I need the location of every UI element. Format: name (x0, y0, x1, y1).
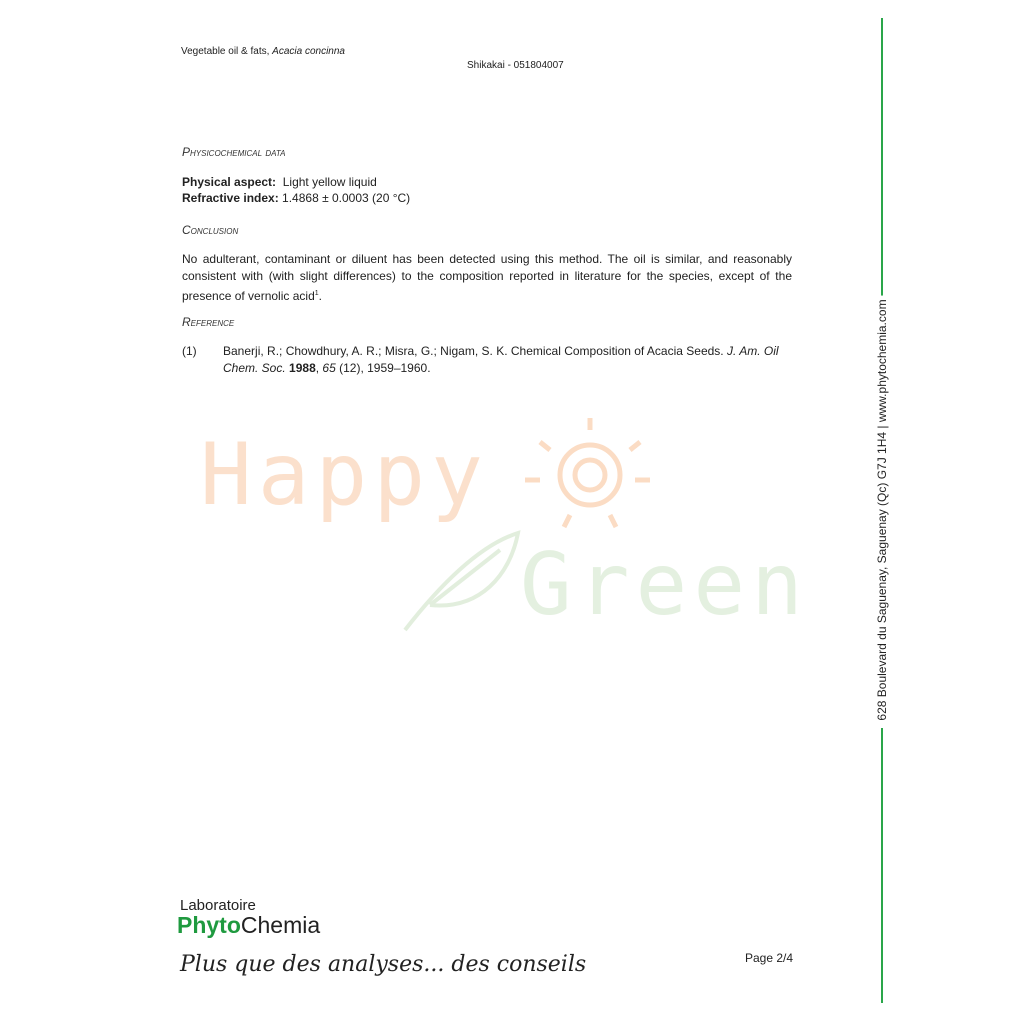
leaf-watermark-icon (400, 525, 525, 635)
footer-lab-label: Laboratoire (180, 897, 256, 914)
sidebar-line-bottom (881, 728, 883, 1003)
page-number: Page 2/4 (745, 951, 794, 965)
section-title-conclusion: Conclusion (182, 223, 239, 237)
phytochemia-logo: PhytoChemia (177, 912, 321, 938)
physical-aspect: Physical aspect: Light yellow liquid (182, 175, 377, 189)
section-title-physicochemical: Physicochemical data (182, 145, 286, 159)
refractive-index: Refractive index: 1.4868 ± 0.0003 (20 °C) (182, 191, 411, 205)
reference-number: (1) (182, 344, 197, 358)
address: 628 Boulevard du Saguenay, Saguenay (Qc) G7J 1H4 | www.phytochemia.com (875, 295, 889, 724)
sun-watermark-icon (520, 410, 660, 540)
section-title-reference: Reference (182, 315, 235, 329)
reference-citation: Banerji, R.; Chowdhury, A. R.; Misra, G.; Nigam, S. K. Chemical Composition of Acacia Seeds. J. Am. Oil Chem. Soc. 1988, 65 (12), 1959–1960. (223, 344, 779, 375)
watermark-green: Green (520, 535, 809, 635)
slogan: Plus que des analyses... des conseils (180, 952, 587, 977)
conclusion-text: No adulterant, contaminant or diluent has been detected using this method. The oil is similar, and reasonably consistent with (with slight differences) to the composition reported in literature for the species, except of the presence of vernolic acid$^1$. (182, 252, 792, 303)
header-doc-id: Shikakai - 051804007 (467, 60, 564, 71)
watermark-happy: Happy (200, 425, 489, 525)
header-left: Vegetable oil & fats, Acacia concinna (181, 46, 345, 57)
